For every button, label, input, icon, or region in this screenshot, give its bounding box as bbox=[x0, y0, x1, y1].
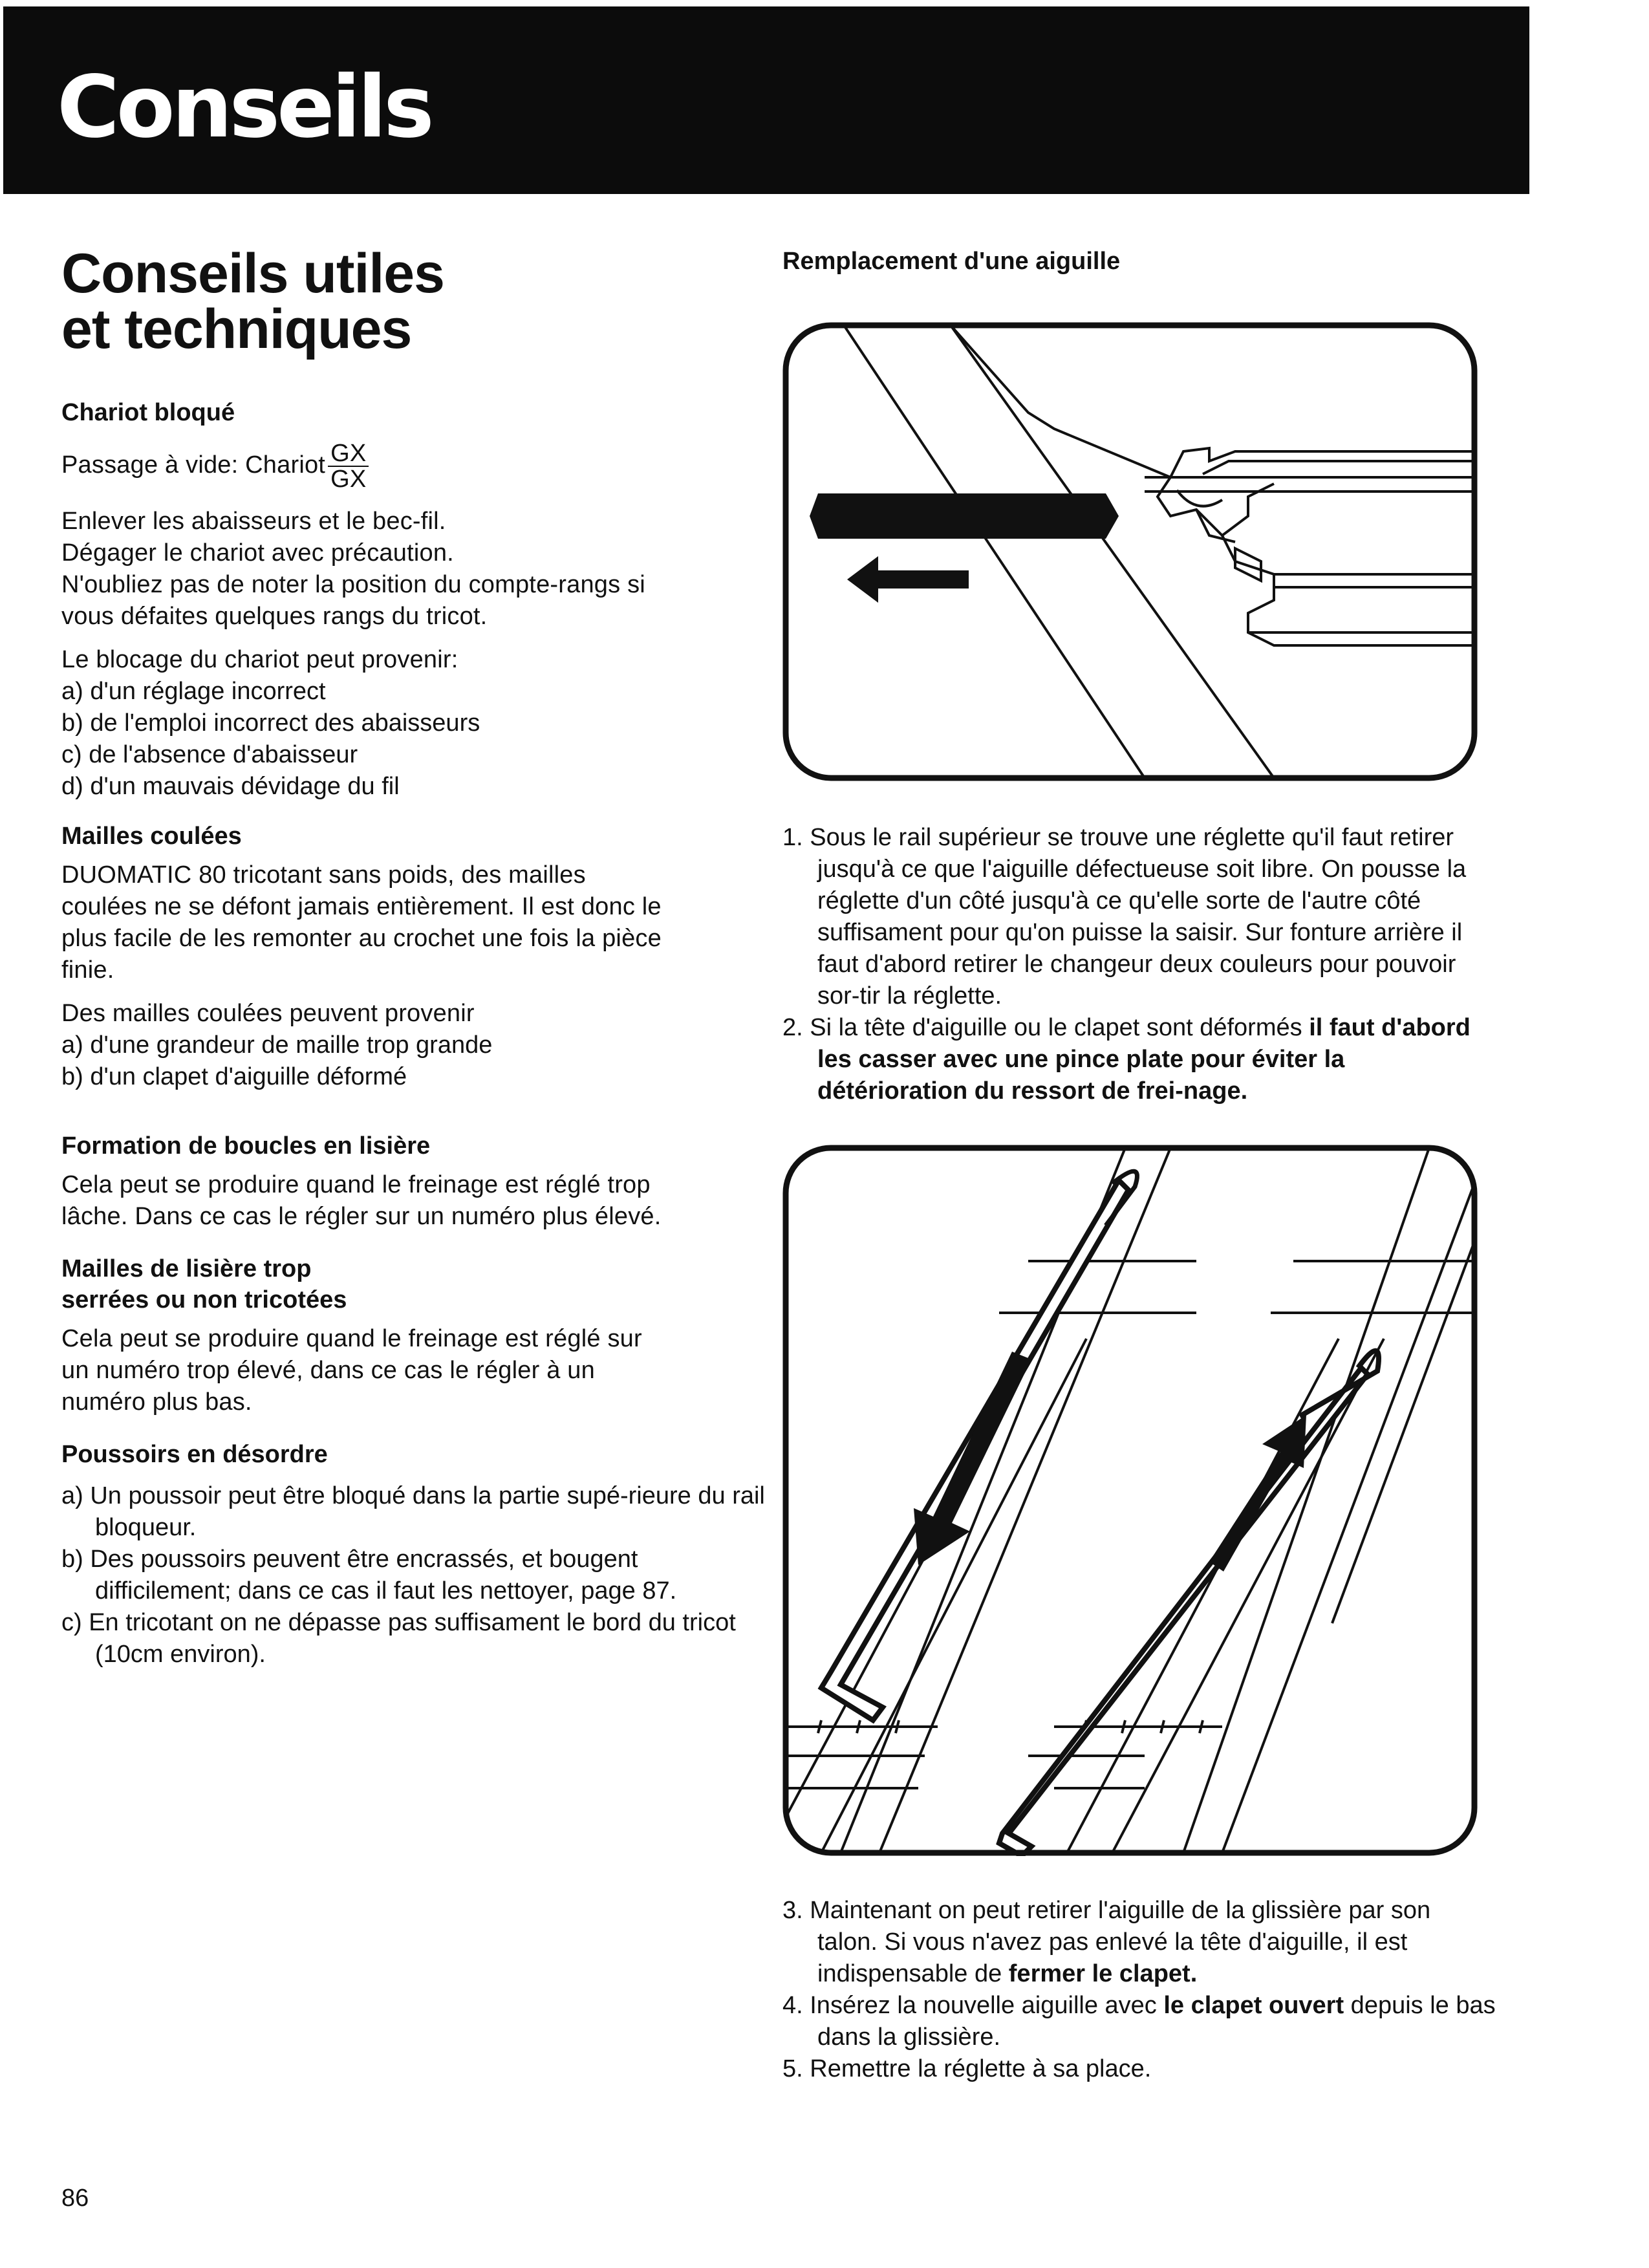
list-item: a) d'une grandeur de maille trop grande bbox=[61, 1031, 493, 1059]
step-3-bold: fermer le clapet. bbox=[1008, 1960, 1198, 1987]
boucles-line: lâche. Dans ce cas le régler sur un numéro plus élevé. bbox=[61, 1203, 662, 1230]
heading-chariot-bloque: Chariot bloqué bbox=[61, 399, 235, 426]
mailles-line: plus facile de les remonter au crochet une fois la pièce bbox=[61, 925, 662, 952]
chariot-fraction bbox=[328, 441, 369, 491]
list-item: b) de l'emploi incorrect des abaisseurs bbox=[61, 709, 480, 737]
chariot-causes-list bbox=[61, 676, 766, 803]
fraction-numerator: GX bbox=[328, 441, 369, 467]
mailles-line: coulées ne se défont jamais entièrement. Il est donc le bbox=[61, 893, 662, 920]
list-item: c) de l'absence d'abaisseur bbox=[61, 741, 358, 768]
boucles-line: Cela peut se produire quand le freinage est réglé trop bbox=[61, 1171, 651, 1198]
list-item: a) Un poussoir peut être bloqué dans la partie supé-rieure du rail bloqueur. bbox=[61, 1482, 765, 1541]
steps-list-bottom bbox=[782, 1895, 1497, 2085]
step-2-text: 2. Si la tête d'aiguille ou le clapet sont déformés bbox=[782, 1014, 1310, 1041]
lisiere-line: numéro plus bas. bbox=[61, 1388, 252, 1416]
step-4-text-b: depuis le bas dans la glissière. bbox=[817, 1992, 1496, 2051]
poussoirs-list bbox=[61, 1480, 766, 1670]
mailles-coulees-text bbox=[61, 859, 766, 986]
page-header-title: Conseils bbox=[57, 58, 431, 157]
heading-line: serrées ou non tricotées bbox=[61, 1286, 347, 1313]
step-2-bold: il faut d'abord les casser avec une pince plate pour éviter la détérioration du ressort de frei-nage. bbox=[817, 1014, 1471, 1105]
step-4-text-a: 4. Insérez la nouvelle aiguille avec bbox=[782, 1992, 1164, 2019]
list-item: b) d'un clapet d'aiguille déformé bbox=[61, 1063, 407, 1090]
heading-remplacement-aiguille: Remplacement d'une aiguille bbox=[782, 248, 1121, 275]
section-title bbox=[61, 243, 766, 360]
heading-line: Mailles de lisière trop bbox=[61, 1255, 312, 1282]
left-column bbox=[61, 243, 766, 1670]
page-number: 86 bbox=[61, 2185, 89, 2212]
steps-list-top bbox=[782, 822, 1497, 1107]
list-item: a) d'un réglage incorrect bbox=[61, 678, 326, 705]
section-title-line1: Conseils utiles bbox=[61, 243, 444, 305]
passage-line bbox=[61, 441, 766, 491]
heading-mailles-coulees: Mailles coulées bbox=[61, 823, 242, 850]
right-column bbox=[782, 246, 1497, 2085]
list-item: b) Des poussoirs peuvent être encrassés, et bougent difficilement; dans ce cas il faut les nettoyer, page 87. bbox=[61, 1546, 677, 1604]
step-5: 5. Remettre la réglette à sa place. bbox=[782, 2055, 1152, 2082]
fraction-denominator: GX bbox=[330, 466, 367, 493]
step-2 bbox=[782, 1012, 1497, 1107]
step-4-bold: le clapet ouvert bbox=[1163, 1992, 1344, 2019]
mailles-causes-list bbox=[61, 1030, 766, 1093]
heading-poussoirs: Poussoirs en désordre bbox=[61, 1441, 328, 1468]
chariot-line: Enlever les abaisseurs et le bec-fil. bbox=[61, 508, 446, 535]
heading-mailles-lisiere bbox=[61, 1253, 766, 1315]
lisiere-line: un numéro trop élevé, dans ce cas le régler à un bbox=[61, 1357, 595, 1384]
step-4 bbox=[782, 1990, 1497, 2053]
needle-removal-illustration bbox=[782, 1145, 1478, 1856]
lisiere-line: Cela peut se produire quand le freinage est réglé sur bbox=[61, 1325, 642, 1352]
list-item: d) d'un mauvais dévidage du fil bbox=[61, 773, 400, 800]
mailles-line: finie. bbox=[61, 956, 114, 984]
heading-boucles-lisiere: Formation de boucles en lisière bbox=[61, 1132, 431, 1160]
chariot-line: N'oubliez pas de noter la position du compte-rangs si bbox=[61, 571, 645, 598]
passage-label: Passage à vide: Chariot bbox=[61, 451, 326, 479]
step-3 bbox=[782, 1895, 1497, 1990]
lisiere-text bbox=[61, 1323, 766, 1418]
step-3-text: 3. Maintenant on peut retirer l'aiguille de la glissière par son talon. Si vous n'avez pas enlevé la tête d'aiguille, il est indispensable de bbox=[782, 1897, 1431, 1987]
step-1: 1. Sous le rail supérieur se trouve une réglette qu'il faut retirer jusqu'à ce que l'aiguille défectueuse soit libre. On pousse la réglette d'un côté jusqu'à ce qu'elle sorte de l'autre côté suffisament pour qu'on puisse la saisir. Sur fonture arrière il faut d'abord retirer le changeur deux couleurs pour pouvoir sor-tir la réglette. bbox=[782, 824, 1467, 1010]
chariot-causes-intro: Le blocage du chariot peut provenir: bbox=[61, 646, 458, 673]
needle-rail-illustration bbox=[782, 322, 1478, 781]
chariot-instructions bbox=[61, 506, 766, 632]
mailles-line: DUOMATIC 80 tricotant sans poids, des mailles bbox=[61, 861, 586, 889]
chariot-line: vous défaites quelques rangs du tricot. bbox=[61, 603, 488, 630]
mailles-causes-intro: Des mailles coulées peuvent provenir bbox=[61, 1000, 475, 1027]
boucles-text bbox=[61, 1169, 766, 1233]
section-title-line2: et techniques bbox=[61, 298, 412, 360]
list-item: c) En tricotant on ne dépasse pas suffisament le bord du tricot (10cm environ). bbox=[61, 1609, 736, 1668]
chariot-line: Dégager le chariot avec précaution. bbox=[61, 539, 454, 567]
